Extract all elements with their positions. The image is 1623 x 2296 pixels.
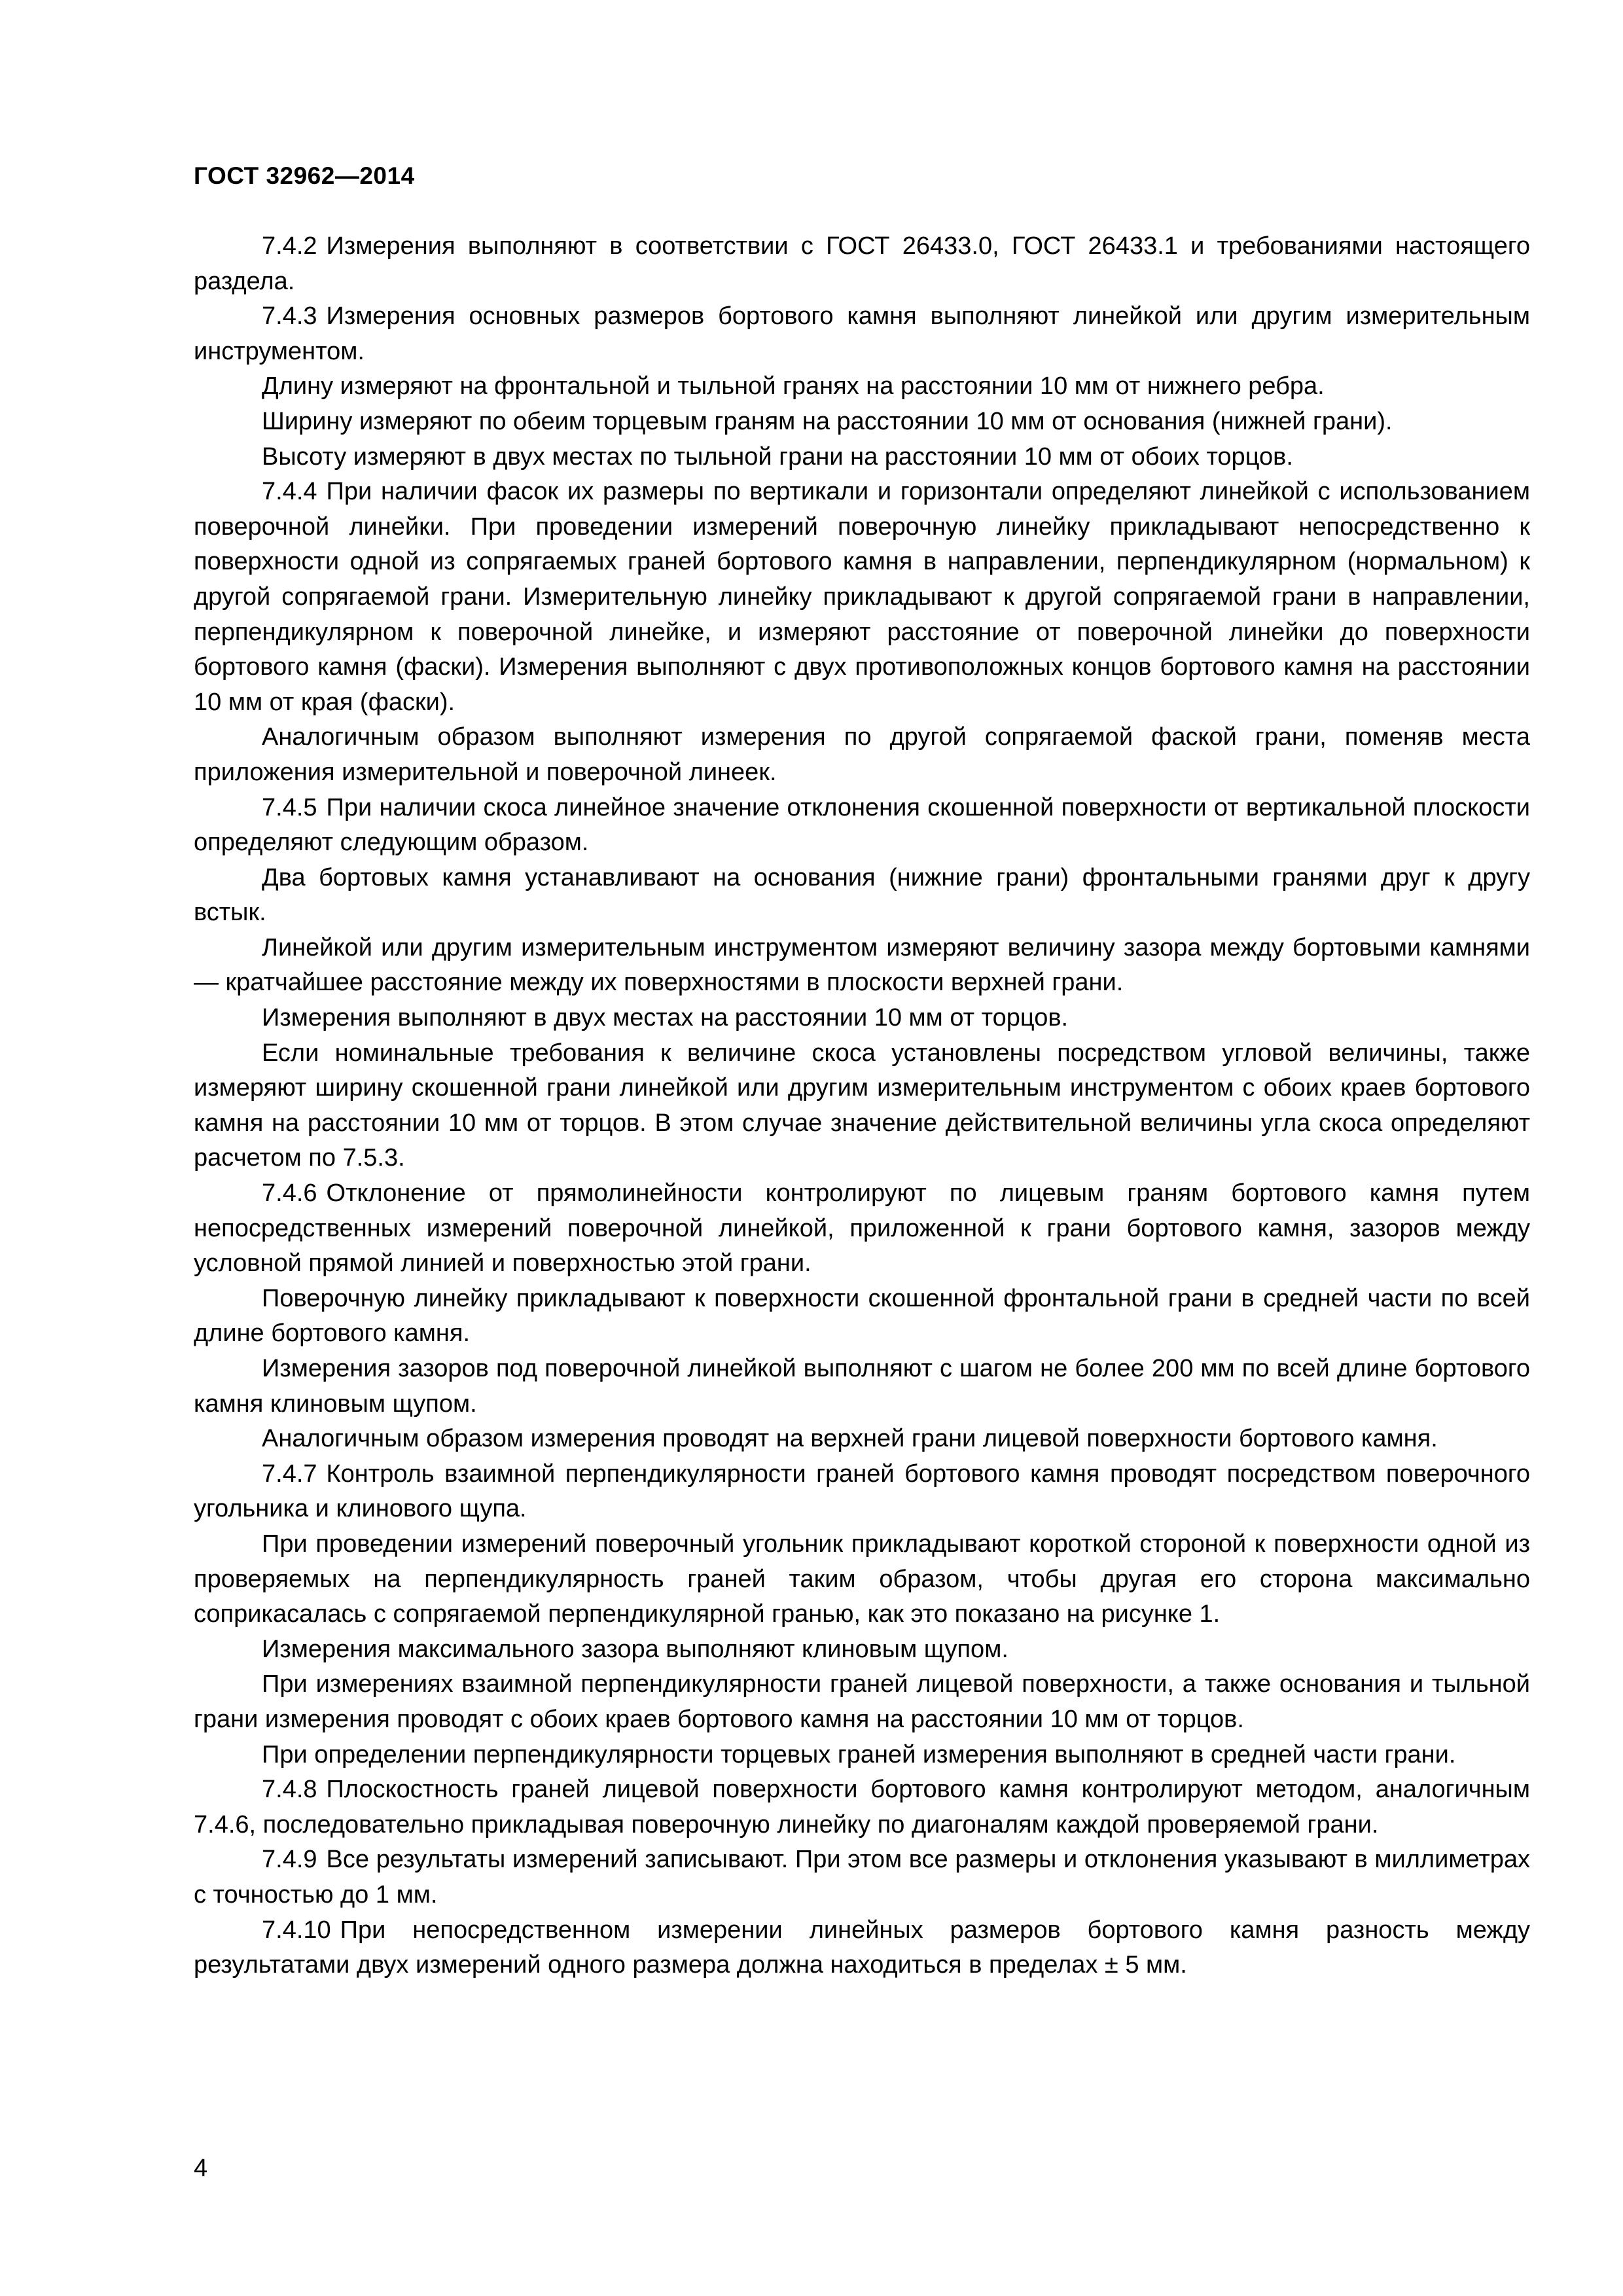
paragraph-gap-measure xyxy=(194,931,1530,1001)
clause-number: 7.4.9 xyxy=(262,1846,317,1874)
paragraph-perp-faces xyxy=(194,1667,1530,1737)
paragraph-text: Плоскостность граней лицевой поверхности бортового камня контролируют методом, аналогичным 7.4.6, последовательно прикладывая поверочную линейку по диагоналям каждой проверяемой грани. xyxy=(194,1776,1530,1839)
paragraph-text: Высоту измеряют в двух местах по тыльной грани на расстоянии 10 мм от обоих торцов. xyxy=(262,442,1293,471)
paragraph-text: При непосредственном измерении линейных размеров бортового камня разность между результатами двух измерений одного размера должна находиться в пределах ± 5 мм. xyxy=(194,1916,1530,1979)
paragraph-7-4-7 xyxy=(194,1457,1530,1527)
paragraph-7-4-6 xyxy=(194,1176,1530,1282)
clause-number: 7.4.3 xyxy=(262,302,317,331)
paragraph-7-4-8 xyxy=(194,1772,1530,1842)
clause-number: 7.4.8 xyxy=(262,1776,317,1804)
paragraph-gap-step xyxy=(194,1352,1530,1422)
paragraph-text: При определении перпендикулярности торцевых граней измерения выполняют в средней части грани. xyxy=(262,1740,1456,1768)
paragraph-7-4-2 xyxy=(194,229,1530,299)
page-number: 4 xyxy=(194,2155,208,2182)
paragraph-top-face xyxy=(194,1422,1530,1457)
paragraph-two-places xyxy=(194,1001,1530,1036)
clause-number: 7.4.6 xyxy=(262,1179,317,1208)
paragraph-text: Если номинальные требования к величине скоса установлены посредством угловой величины, также измеряют ширину скошенной грани линейкой или другим измерительным инструментом с обоих краев бортового камня на расстоянии 10 мм от торцов. В этом случае значение действительной величины угла скоса определяют расчетом по 7.5.3. xyxy=(194,1039,1530,1172)
clause-number: 7.4.2 xyxy=(262,232,317,260)
paragraph-7-4-5 xyxy=(194,791,1530,861)
paragraph-chamfer-other xyxy=(194,720,1530,790)
paragraph-max-gap xyxy=(194,1632,1530,1668)
paragraph-text: При проведении измерений поверочный угольник прикладывают короткой стороной к поверхности одной из проверяемых на перпендикулярность граней таким образом, чтобы другая его сторона максимально соприкасалась с сопрягаемой перпендикулярной гранью, как это показано на рисунке 1. xyxy=(194,1530,1530,1628)
paragraph-angle xyxy=(194,1036,1530,1176)
paragraph-text: При наличии скоса линейное значение отклонения скошенной поверхности от вертикальной плоскости определяют следующим образом. xyxy=(194,793,1530,857)
paragraph-length xyxy=(194,369,1530,404)
paragraph-text: Контроль взаимной перпендикулярности граней бортового камня проводят посредством поверочного угольника и клинового щупа. xyxy=(194,1460,1530,1523)
paragraph-text: Два бортовых камня устанавливают на основания (нижние грани) фронтальными гранями друг к другу встык. xyxy=(194,863,1530,927)
paragraph-text: Отклонение от прямолинейности контролируют по лицевым граням бортового камня путем непосредственных измерений поверочной линейкой, приложенной к грани бортового камня, зазоров между условной прямой линией и поверхностью этой грани. xyxy=(194,1179,1530,1278)
paragraph-perp-ends xyxy=(194,1738,1530,1773)
paragraph-7-4-10 xyxy=(194,1913,1530,1983)
paragraph-text: Измерения максимального зазора выполняют клиновым щупом. xyxy=(262,1635,1008,1663)
document-header: ГОСТ 32962—2014 xyxy=(194,162,415,189)
clause-number: 7.4.7 xyxy=(262,1460,317,1488)
paragraph-text: Измерения зазоров под поверочной линейкой выполняют с шагом не более 200 мм по всей длине бортового камня клиновым щупом. xyxy=(194,1355,1530,1418)
paragraph-height xyxy=(194,440,1530,475)
paragraph-square xyxy=(194,1527,1530,1632)
paragraph-text: Аналогичным образом измерения проводят на верхней грани лицевой поверхности бортового камня. xyxy=(262,1425,1438,1453)
paragraph-width xyxy=(194,404,1530,440)
paragraph-text: Линейкой или другим измерительным инструментом измеряют величину зазора между бортовыми камнями — кратчайшее расстояние между их поверхностями в плоскости верхней грани. xyxy=(194,933,1530,997)
paragraph-text: Все результаты измерений записывают. При этом все размеры и отклонения указывают в миллиметрах с точностью до 1 мм. xyxy=(194,1846,1530,1909)
paragraph-straightedge xyxy=(194,1282,1530,1352)
paragraph-7-4-9 xyxy=(194,1842,1530,1912)
paragraph-text: Длину измеряют на фронтальной и тыльной гранях на расстоянии 10 мм от нижнего ребра. xyxy=(262,372,1325,401)
paragraph-text: Измерения выполняют в соответствии с ГОСТ 26433.0, ГОСТ 26433.1 и требованиями настоящего раздела. xyxy=(194,232,1530,295)
paragraph-text: При наличии фасок их размеры по вертикали и горизонтали определяют линейкой с использованием поверочной линейки. При проведении измерений поверочную линейку прикладывают непосредственно к поверхности одной из сопрягаемых граней бортового камня в направлении, перпендикулярном (нормальном) к другой сопрягаемой грани. Измерительную линейку прикладывают к другой сопрягаемой грани в направлении, перпендикулярном к поверочной линейке, и измеряют расстояние от поверочной линейки до поверхности бортового камня (фаски). Измерения выполняют с двух противоположных концов бортового камня на расстоянии 10 мм от края (фаски). xyxy=(194,478,1530,716)
clause-number: 7.4.10 xyxy=(262,1916,331,1944)
paragraph-7-4-3 xyxy=(194,299,1530,369)
paragraph-text: Аналогичным образом выполняют измерения по другой сопрягаемой фаской грани, поменяв места приложения измерительной и поверочной линеек. xyxy=(194,723,1530,786)
paragraph-text: Ширину измеряют по обеим торцевым граням на расстоянии 10 мм от основания (нижней грани). xyxy=(262,407,1393,435)
clause-number: 7.4.4 xyxy=(262,478,317,506)
paragraph-text: Измерения основных размеров бортового камня выполняют линейкой или другим измерительным инструментом. xyxy=(194,302,1530,365)
clause-number: 7.4.5 xyxy=(262,793,317,821)
paragraph-7-4-4 xyxy=(194,475,1530,720)
paragraph-text: Измерения выполняют в двух местах на расстоянии 10 мм от торцов. xyxy=(262,1004,1069,1032)
paragraph-two-stones xyxy=(194,861,1530,931)
paragraph-text: Поверочную линейку прикладывают к поверхности скошенной фронтальной грани в средней части по всей длине бортового камня. xyxy=(194,1284,1530,1348)
document-body xyxy=(194,229,1530,1983)
paragraph-text: При измерениях взаимной перпендикулярности граней лицевой поверхности, а также основания и тыльной грани измерения проводят с обоих краев бортового камня на расстоянии 10 мм от торцов. xyxy=(194,1670,1530,1733)
